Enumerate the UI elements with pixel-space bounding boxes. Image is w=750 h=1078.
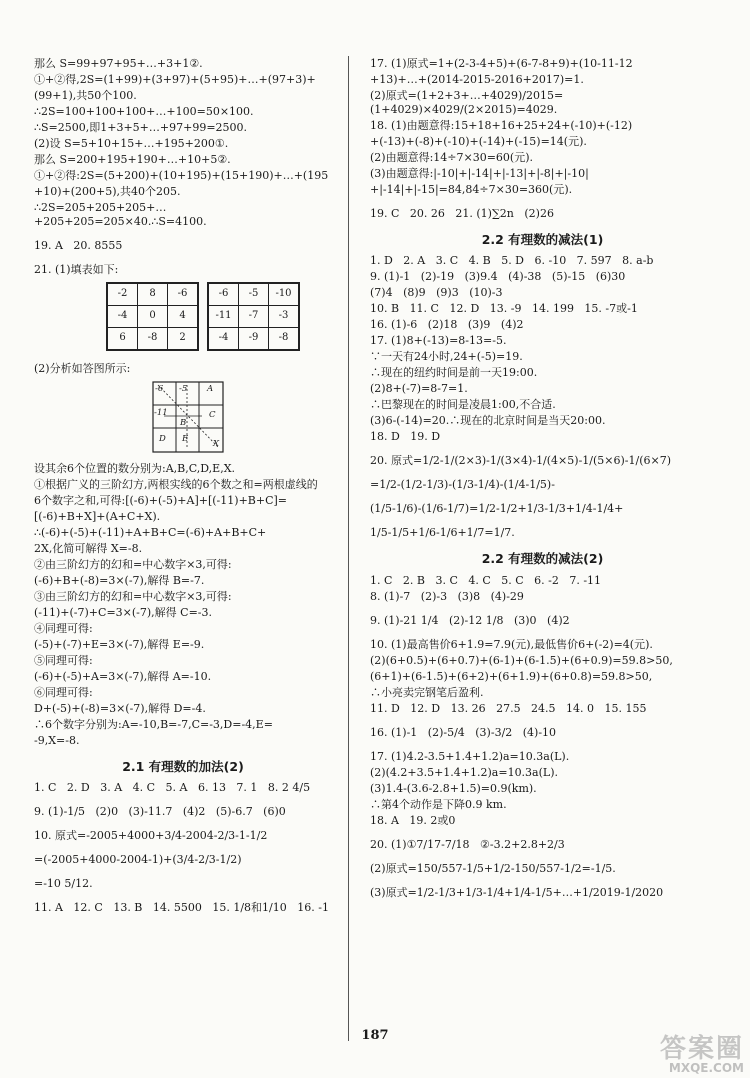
answer-line: (2)分析如答图所示:	[34, 361, 131, 375]
diagram-label: E	[182, 433, 189, 444]
text-line: (2)8+(-7)=8-7=1.	[370, 382, 468, 396]
table-cell: -2	[107, 283, 138, 306]
text-line: 2X,化简可解得 X=-8.	[34, 541, 143, 555]
diagram-label: X	[213, 438, 220, 449]
table-cell: -4	[208, 327, 239, 350]
section-title: 2.1 有理数的加法(2)	[122, 758, 244, 774]
answer-line: 1. C 2. B 3. C 4. C 5. C 6. -2 7. -11	[370, 573, 602, 587]
table-cell: -9	[239, 327, 269, 350]
diagram-label: C	[209, 409, 216, 420]
answer-line: 11. D 12. D 13. 26 27.5 24.5 14. 0 15. 155	[370, 701, 647, 715]
table-cell: 6	[107, 327, 138, 350]
text-line: 10. (1)最高售价6+1.9=7.9(元),最低售价6+(-2)=4(元).	[370, 637, 653, 651]
answer-line: 17. (1)8+(-13)=8-13=-5.	[370, 334, 507, 348]
text-line: (99+1),共50个100.	[34, 89, 137, 102]
answer-line: 9. (1)-1 (2)-19 (3)9.4 (4)-38 (5)-15 (6)30	[370, 270, 626, 284]
text-line: ∴第4个动作是下降0.9 km.	[370, 797, 507, 811]
answer-line: 16. (1)-6 (2)18 (3)9 (4)2	[370, 318, 524, 332]
diagram-label: -6	[155, 383, 164, 394]
answer-line: 1. D 2. A 3. C 4. B 5. D 6. -10 7. 597 8. a-b	[370, 254, 654, 268]
text-line: +(-13)+(-8)+(-10)+(-14)+(-15)=14(元).	[370, 134, 587, 148]
answer-line: 10. 原式=-2005+4000+3/4-2004-2/3-1-1/2	[34, 829, 268, 843]
text-line: (2)(6+0.5)+(6+0.7)+(6-1)+(6-1.5)+(6+0.9)=59.8>50,	[370, 653, 673, 667]
diagram-label: -5	[179, 383, 188, 394]
text-line: -9,X=-8.	[34, 733, 80, 747]
table-cell: 2	[168, 327, 199, 350]
text-line: (2)原式=(1+2+3+…+4029)/2015=(1+4029)×4029/(2×2015)=4029.	[370, 89, 564, 116]
answer-line: 19. A 20. 8555	[34, 238, 123, 252]
text-line: ②由三阶幻方的幻和=中心数字×3,可得:	[34, 557, 232, 571]
diagram-label: D	[159, 433, 166, 444]
answer-line: 16. (1)-1 (2)-5/4 (3)-3/2 (4)-10	[370, 725, 557, 739]
text-line: ⑥同理可得:	[34, 685, 93, 699]
table-cell: -6	[208, 283, 239, 306]
text-line: 那么 S=200+195+190+…+10+5②.	[34, 153, 231, 166]
text-line: (3)1.4-(3.6-2.8+1.5)=0.9(km).	[370, 781, 537, 795]
answer-line: 10. B 11. C 12. D 13. -9 14. 199 15. -7或-1	[370, 302, 638, 316]
answer-line: =-10 5/12.	[34, 877, 93, 891]
text-line: 18. (1)由题意得:15+18+16+25+24+(-10)+(-12)	[370, 118, 633, 132]
text-line: (1/5-1/6)-(1/6-1/7)=1/2-1/2+1/3-1/3+1/4-1/4+	[370, 502, 624, 516]
answer-line: 1. C 2. D 3. A 4. C 5. A 6. 13 7. 1 8. 2 4/5	[34, 781, 311, 795]
magic-square-tables	[106, 282, 332, 351]
text-line: (-6)+B+(-8)=3×(-7),解得 B=-7.	[34, 573, 205, 587]
table-cell: -8	[138, 327, 168, 350]
text-line: (-5)+(-7)+E=3×(-7),解得 E=-9.	[34, 637, 205, 651]
watermark-logo	[660, 1036, 744, 1074]
table-cell: -6	[168, 283, 199, 306]
answer-line: =(-2005+4000-2004-1)+(3/4-2/3-1/2)	[34, 853, 242, 867]
magic-square-table-2	[207, 282, 300, 351]
text-line: 17. (1)4.2-3.5+1.4+1.2)a=10.3a(L).	[370, 749, 570, 763]
section-title: 2.2 有理数的减法(2)	[481, 551, 604, 567]
text-line: ∴2S=100+100+100+…+100=50×100.	[34, 105, 254, 118]
table-cell: -7	[239, 305, 269, 327]
text-line: ①根据广义的三阶幻方,两根实线的6个数之和=两根虚线的	[34, 477, 318, 491]
table-cell: -5	[239, 283, 269, 306]
text-line: 17. (1)原式=1+(2-3-4+5)+(6-7-8+9)+(10-11-12	[370, 57, 633, 70]
text-line: ⑤同理可得:	[34, 653, 93, 667]
table-cell: -3	[269, 305, 300, 327]
text-line: [(-6)+B+X]+(A+C+X).	[34, 509, 161, 523]
magic-square-diagram	[152, 381, 224, 453]
text-line: (-6)+(-5)+A=3×(-7),解得 A=-10.	[34, 669, 212, 683]
table-cell: 4	[168, 305, 199, 327]
table-cell: 8	[138, 283, 168, 306]
text-line: ∴S=2500,即1+3+5+…+97+99=2500.	[34, 121, 248, 134]
text-line: ∴6个数字分别为:A=-10,B=-7,C=-3,D=-4,E=	[34, 717, 273, 731]
text-line: ①+②得:2S=(5+200)+(10+195)+(15+190)+…+(195	[34, 169, 329, 182]
text-line: +13)+…+(2014-2015-2016+2017)=1.	[370, 73, 584, 86]
text-line: ①+②得,2S=(1+99)+(3+97)+(5+95)+…+(97+3)+	[34, 73, 316, 86]
magic-square-table-1	[106, 282, 199, 351]
answer-line: 18. D 19. D	[370, 430, 441, 444]
text-line: 1/5-1/5+1/6-1/6+1/7=1/7.	[370, 526, 515, 540]
text-line: 20. (1)①7/17-7/18 ②-3.2+2.8+2/3	[370, 837, 565, 851]
table-cell: -10	[269, 283, 300, 306]
right-column	[370, 56, 715, 901]
left-column	[34, 56, 332, 916]
text-line: (6+1)+(6-1.5)+(6+2)+(6+1.9)+(6+0.8)=59.8>50,	[370, 669, 653, 683]
answer-line: 11. A 12. C 13. B 14. 5500 15. 1/8和1/10 16. -1	[34, 901, 329, 915]
watermark-text: 答案圈	[659, 1034, 744, 1064]
text-line: ∴小亮卖完钢笔后盈利.	[370, 685, 484, 699]
text-line: (3)原式=1/2-1/3+1/3-1/4+1/4-1/5+…+1/2019-1/2020	[370, 885, 664, 899]
answer-line: 8. (1)-7 (2)-3 (3)8 (4)-29	[370, 589, 524, 603]
table-cell: -11	[208, 305, 239, 327]
text-line: (3)由题意得:|-10|+|-14|+|-13|+|-8|+|-10|	[370, 166, 589, 180]
answer-line: 21. (1)填表如下:	[34, 262, 119, 276]
table-cell: -8	[269, 327, 300, 350]
text-line: ∵一天有24小时,24+(-5)=19.	[370, 350, 523, 364]
answer-line: 18. A 19. 2或0	[370, 813, 456, 827]
text-line: +|-14|+|-15|=84,84÷7×30=360(元).	[370, 182, 573, 196]
text-line: (2)由题意得:14÷7×30=60(元).	[370, 150, 534, 164]
table-cell: 0	[138, 305, 168, 327]
text-line: ∴2S=205+205+205+…+205+205=205×40.∴S=4100.	[34, 201, 207, 228]
text-line: ∴现在的纽约时间是前一天19:00.	[370, 366, 538, 380]
text-line: (2)(4.2+3.5+1.4+1.2)a=10.3a(L).	[370, 765, 558, 779]
answer-line: (7)4 (8)9 (9)3 (10)-3	[370, 286, 503, 300]
table-cell: -4	[107, 305, 138, 327]
text-line: =1/2-(1/2-1/3)-(1/3-1/4)-(1/4-1/5)-	[370, 478, 555, 492]
section-title: 2.2 有理数的减法(1)	[481, 231, 604, 247]
diagram-label: A	[207, 383, 214, 394]
text-line: ∴(-6)+(-5)+(-11)+A+B+C=(-6)+A+B+C+	[34, 525, 267, 539]
answer-line: 19. C 20. 26 21. (1)∑2n (2)26	[370, 206, 554, 220]
text-line: ∴巴黎现在的时间是凌晨1:00,不合适.	[370, 398, 556, 412]
text-line: 20. 原式=1/2-1/(2×3)-1/(3×4)-1/(4×5)-1/(5×6)-1/(6×7)	[370, 454, 672, 468]
diagram-label: B	[180, 417, 187, 428]
text-line: D+(-5)+(-8)=3×(-7),解得 D=-4.	[34, 701, 206, 715]
page-number: 187	[361, 1028, 389, 1043]
diagram-label: -11	[154, 407, 168, 418]
text-line: (-11)+(-7)+C=3×(-7),解得 C=-3.	[34, 605, 213, 619]
text-line: ③由三阶幻方的幻和=中心数字×3,可得:	[34, 589, 232, 603]
answer-line: 9. (1)-1/5 (2)0 (3)-11.7 (4)2 (5)-6.7 (6)0	[34, 805, 286, 819]
text-line: 设其余6个位置的数分别为:A,B,C,D,E,X.	[34, 461, 236, 475]
text-line: +10)+(200+5),共40个205.	[34, 185, 181, 198]
text-line: 6个数字之和,可得:[(-6)+(-5)+A]+[(-11)+B+C]=	[34, 493, 288, 507]
watermark-url: MXQE.COM	[668, 1061, 744, 1075]
text-line: ④同理可得:	[34, 621, 93, 635]
text-line: (2)原式=150/557-1/5+1/2-150/557-1/2=-1/5.	[370, 861, 616, 875]
answer-line: 9. (1)-21 1/4 (2)-12 1/8 (3)0 (4)2	[370, 613, 570, 627]
text-line: 那么 S=99+97+95+…+3+1②.	[34, 57, 203, 70]
text-line: (3)6-(-14)=20.∴现在的北京时间是当天20:00.	[370, 414, 606, 428]
column-divider	[348, 56, 349, 1041]
text-line: (2)设 S=5+10+15+…+195+200①.	[34, 137, 229, 150]
